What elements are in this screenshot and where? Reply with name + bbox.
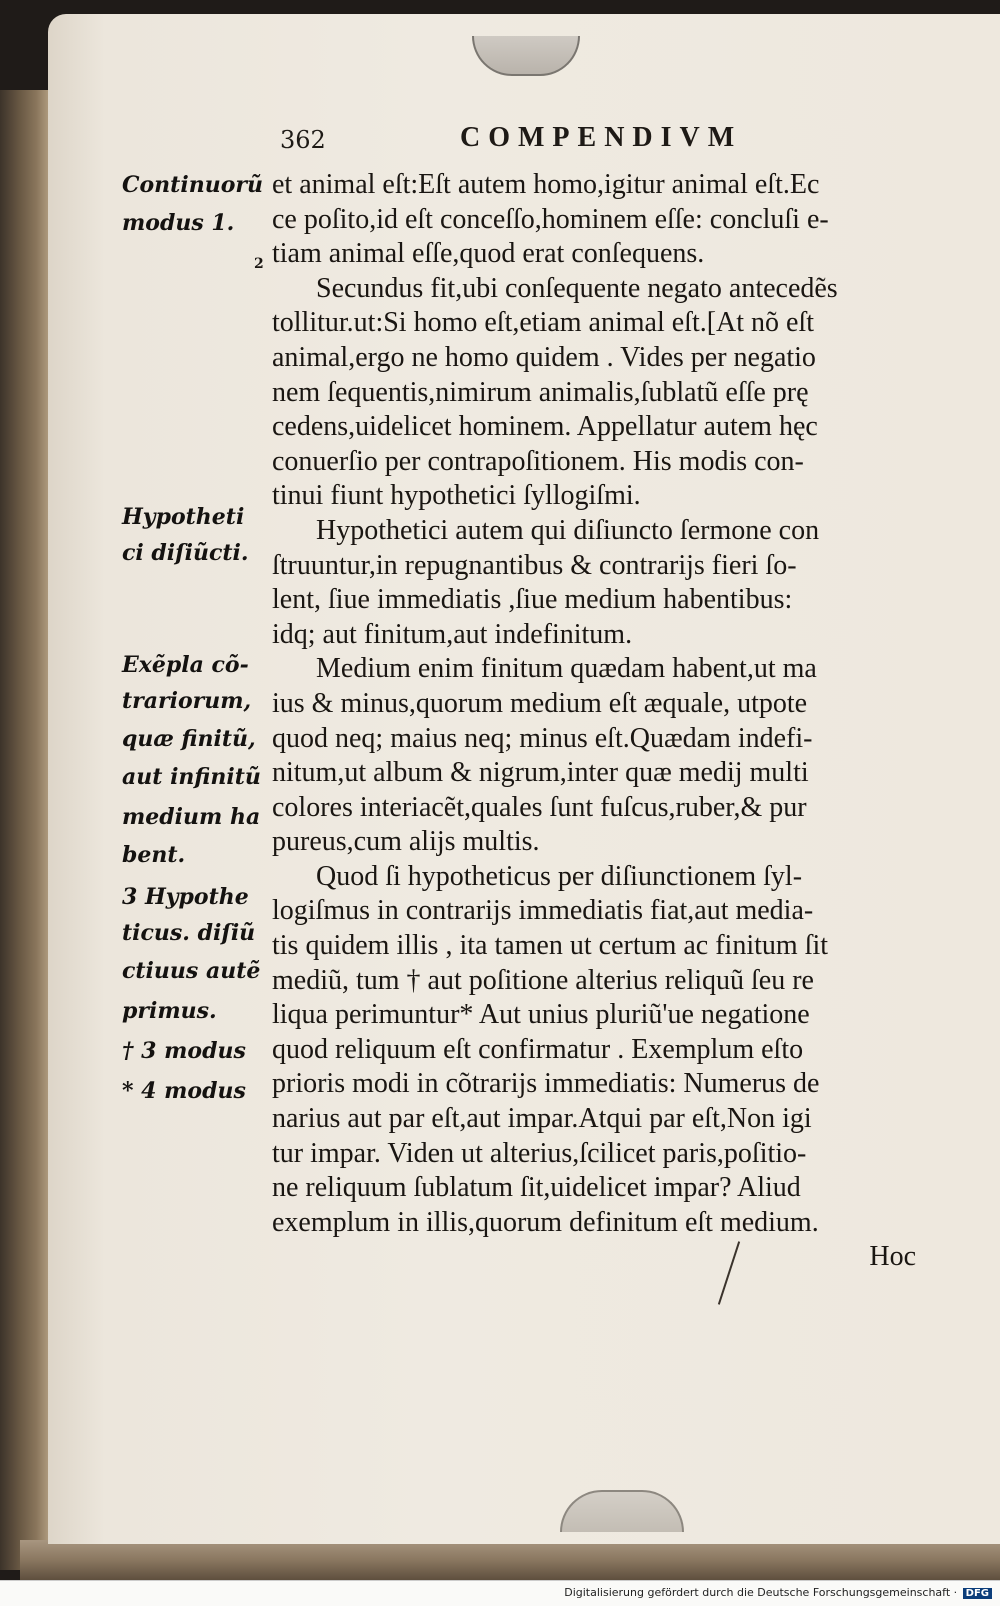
text-line: ne reliquum ſublatum ſit,uidelicet impar? Aliud [272,1172,801,1204]
text-line: nem ſequentis,nimirum animalis,ſublatũ eſſe prę [272,376,809,408]
text-line: tis quidem illis , ita tamen ut certum ac finitum ſit [272,930,829,962]
text-line: tinui fiunt hypothetici ſyllogiſmi. [272,480,641,512]
text-line: logiſmus in contrarijs immediatis fiat,aut media- [272,895,814,927]
margin-note-line: ticus. diſiũ [122,920,256,946]
margin-note-line: primus. [122,998,217,1024]
text-line: cedens,uidelicet hominem. Appellatur autem hęc [272,411,818,443]
margin-note-line: 3 Hypothe [122,884,249,910]
book-bottom-edge [20,1540,1000,1580]
text-line: nitum,ut album & nigrum,inter quæ medij multi [272,757,809,789]
text-line: quod neq; maius neq; minus eſt.Quædam indefi- [272,722,813,754]
margin-note-line: trariorum, [122,688,252,714]
catchword: Hoc [869,1241,916,1273]
text-line: ſtruuntur,in repugnantibus & contrarijs fieri ſo- [272,549,797,581]
page-clip-bottom [560,1490,684,1532]
text-line: exemplum in illis,quorum definitum eſt medium. [272,1206,819,1238]
margin-note-line: * 4 modus [122,1078,246,1104]
text-line: liqua perimuntur* Aut unius pluriũ'ue negatione [272,999,810,1031]
margin-note-line: ctiuus autẽ [122,958,261,984]
text-line: tur impar. Viden ut alterius,ſcilicet paris,poſitio- [272,1137,807,1169]
margin-note-line: quæ finitũ, [122,726,256,752]
text-line: conuerſio per contrapoſitionem. His modis con- [272,445,804,477]
text-line: et animal eſt:Eſt autem homo,igitur animal eſt.Ec [272,169,820,200]
dfg-logo: DFG [963,1588,992,1599]
funding-footer [0,1580,1000,1606]
margin-note-line: medium ha [122,804,261,830]
margin-note-line: bent. [122,842,186,868]
margin-note-line: modus 1. [122,210,235,236]
main-text-block [272,168,922,1275]
text-line: Quod ſi hypotheticus per diſiunctionem ſyl- [316,860,803,892]
text-line: quod reliquum eſt confirmatur . Exemplum eſto [272,1033,804,1065]
margin-number: 2 [254,256,264,272]
funding-text: Digitalisierung gefördert durch die Deutsche Forschungsgemeinschaft · [564,1586,958,1599]
text-line: lent, ſiue immediatis ,ſiue medium habentibus: [272,584,793,616]
text-line: idq; aut finitum,aut indefinitum. [272,618,633,650]
text-line: ce poſito,id eſt conceſſo,hominem eſſe: concluſi e- [272,203,829,235]
margin-note-line: Exẽpla cõ- [122,652,249,678]
margin-note-line: Hypotheti [122,504,245,530]
margin-note-line: † 3 modus [122,1038,246,1064]
text-line: pureus,cum alijs multis. [272,826,540,858]
page-title: COMPENDIVM [460,122,743,153]
text-line: tollitur.ut:Si homo eſt,etiam animal eſt.[At nõ eſt [272,307,815,339]
text-line: ius & minus,quorum medium eſt æquale, utpote [272,687,808,719]
text-line: Hypothetici autem qui diſiuncto ſermone con [316,514,820,546]
text-line: colores interiacẽt,quales ſunt fuſcus,ruber,& pur [272,791,807,823]
book-fore-edge [0,90,52,1570]
page-number: 362 [280,126,326,154]
text-line: Medium enim finitum quædam habent,ut ma [316,653,817,685]
margin-note-line: ci diſiũcti. [122,540,249,566]
margin-note-line: aut infinitũ [122,764,261,790]
funding-credit [564,1586,992,1599]
text-line: animal,ergo ne homo quidem . Vides per negatio [272,341,816,373]
text-line: mediũ, tum † aut poſitione alterius reliquũ ſeu re [272,964,814,996]
running-head [280,122,800,162]
text-line: Secundus fit,ubi conſequente negato antecedẽs [316,272,838,304]
text-line: narius aut par eſt,aut impar.Atqui par eſt,Non igi [272,1103,812,1135]
margin-note-line: Continuorũ [122,172,263,198]
text-line: prioris modi in cõtrarijs immediatis: Numerus de [272,1068,820,1100]
text-line: tiam animal eſſe,quod erat conſequens. [272,238,705,270]
